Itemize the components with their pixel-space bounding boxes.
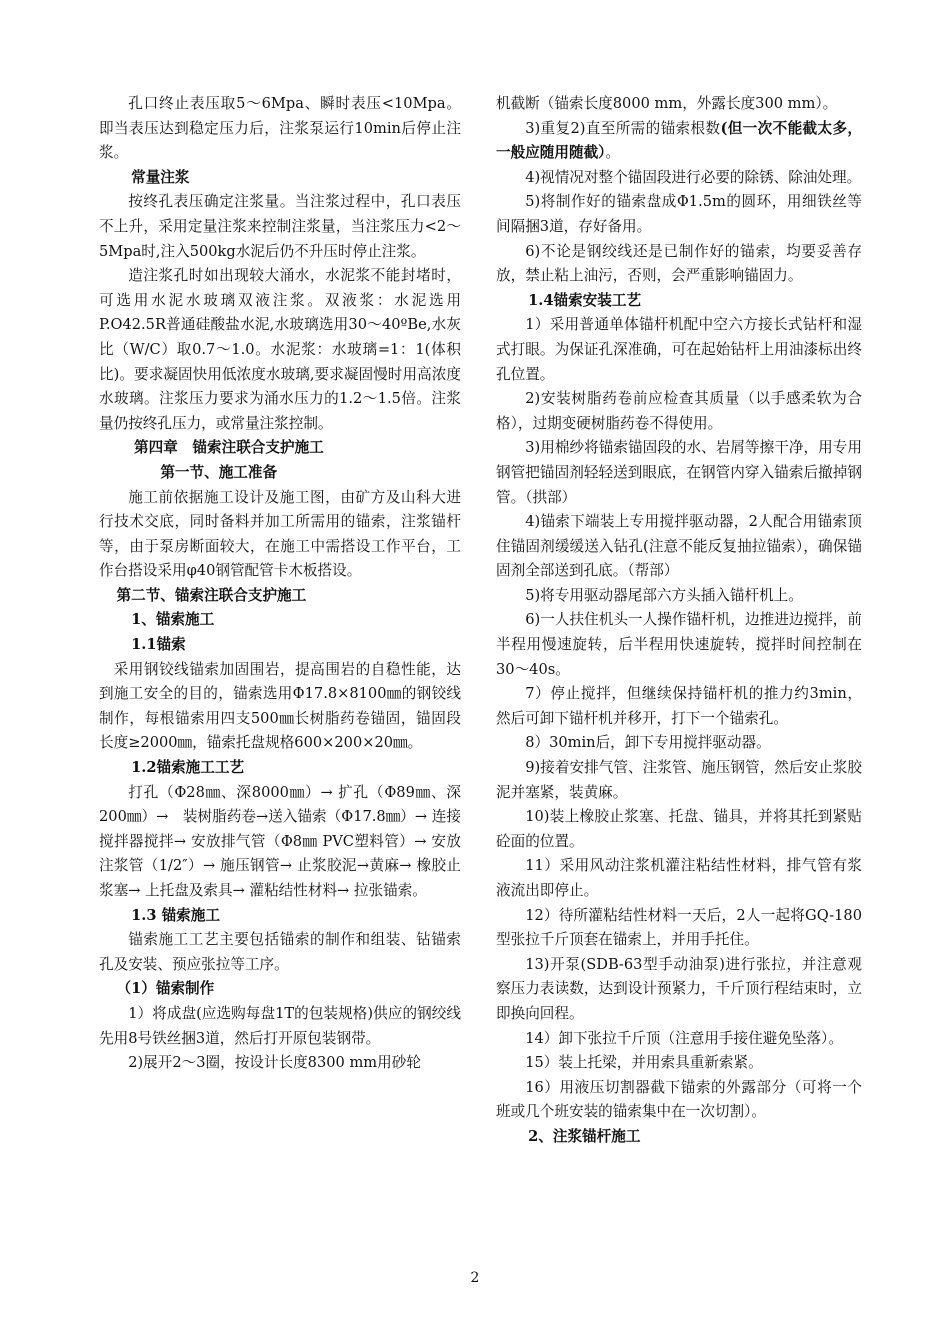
paragraph: 孔口终止表压取5～6Mpa、瞬时表压<10Mpa。即当表压达到稳定压力后，注浆泵运行10min后停止注浆。 xyxy=(99,95,461,162)
section-heading: （1）锚索制作 xyxy=(116,980,215,998)
paragraph: 6)不论是钢绞线还是已制作好的锚索，均要妥善存放，禁止粘上油污，否则，会严重影响锚固力。 xyxy=(496,242,862,285)
paragraph: 2)展开2～3圈，按设计长度8300 mm用砂轮 xyxy=(128,1054,421,1072)
paragraph: 2)安装树脂药卷前应检查其质量（以手感柔软为合格），过期变硬树脂药卷不得使用。 xyxy=(496,390,862,432)
paragraph: 1）采用普通单体锚杆机配中空六方接长式钻杆和湿式打眼。为保证孔深准确，可在起始钻杆上用油漆标出终孔位置。 xyxy=(496,316,862,383)
section-heading: 第二节、锚索注联合支护施工 xyxy=(116,586,307,604)
paragraph: 采用钢铰线锚索加固围岩，提高围岩的自稳性能，达到施工安全的目的，锚索选用Φ17.8×8100㎜的钢铰线制作，每根锚索用四支500㎜长树脂药卷锚固，锚固段长度≥2000㎜，锚索托盘规格600×200×20㎜。 xyxy=(99,660,461,752)
paragraph: 7）停止搅拌，但继续保持锚杆机的推力约3min，然后可卸下锚杆机并移开，打下一个锚索孔。 xyxy=(496,685,862,727)
page-number: 2 xyxy=(470,1270,480,1286)
paragraph-text: 3)重复2)直至所需的锚索根数 xyxy=(525,119,721,137)
paragraph: 6)一人扶住机头一人操作锚杆机，边推进边搅拌，前半程用慢速旋转，后半程用快速旋转，搅拌时间控制在30～40s。 xyxy=(496,611,862,678)
paragraph-tail: 。 xyxy=(605,144,621,162)
right-text-column xyxy=(496,92,862,1150)
section-heading: 1、锚索施工 xyxy=(131,611,215,629)
section-heading: 1.4锚索安装工艺 xyxy=(528,291,642,309)
paragraph: 11）采用风动注浆机灌注粘结性材料，排气管有浆液流出即停止。 xyxy=(496,857,862,899)
paragraph: 打孔（Φ28㎜、深8000㎜）→ 扩孔（Φ89㎜、深200㎜）→ 装树脂药卷→送入锚索（Φ17.8㎜）→ 连接搅拌器搅拌→ 安放排气管（Φ8㎜ PVC塑料管）→ 安放注浆管（1/2″）→ 施压钢管→ 止浆胶泥→黄麻→ 橡胶止浆塞→ 上托盘及索具→ 灌粘结性材料→ 拉张锚索。 xyxy=(99,783,461,899)
paragraph xyxy=(496,117,862,166)
section-heading: 常量注浆 xyxy=(131,168,190,186)
emphasis-text: (但一次不能截太多，一般应随用随截） xyxy=(496,119,863,162)
section-heading: 2、注浆锚杆施工 xyxy=(528,1127,641,1145)
paragraph: 5)将制作好的锚索盘成Φ1.5m的圆环，用细铁丝等间隔捆3道，存好备用。 xyxy=(496,193,862,235)
paragraph: 14）卸下张拉千斤顶（注意用手接住避免坠落）。 xyxy=(525,1029,843,1047)
section-heading: 1.3 锚索施工 xyxy=(131,906,220,924)
chapter-title: 第四章 锚索注联合支护施工 xyxy=(134,439,324,457)
paragraph: 按终孔表压确定注浆量。当注浆过程中，孔口表压不上升，采用定量注浆来控制注浆量，当注浆压力<2～5Mpa时,注入500kg水泥后仍不升压时停止注浆。 xyxy=(99,193,461,260)
paragraph: 4)视情况对整个锚固段进行必要的除锈、除油处理。 xyxy=(525,168,862,186)
paragraph: 机截断（锚索长度8000 mm，外露长度300 mm）。 xyxy=(496,95,838,112)
paragraph: 5)将专用驱动器尾部六方头插入锚杆机上。 xyxy=(525,586,803,604)
paragraph: 13)开泵(SDB-63型手动油泵)进行张拉，并注意观察压力表读数，达到设计预紧力，千斤顶行程结束时，立即换向回程。 xyxy=(496,955,862,1022)
paragraph: 4)锚索下端装上专用搅拌驱动器，2人配合用锚索顶住锚固剂缓缓送入钻孔(注意不能反复抽拉锚索），确保锚固剂全部送到孔底。（帮部） xyxy=(496,513,862,580)
left-text-column xyxy=(99,92,461,1076)
paragraph: 16）用液压切割器截下锚索的外露部分（可将一个班或几个班安装的锚索集中在一次切割）。 xyxy=(496,1078,862,1121)
section-heading: 1.2锚索施工工艺 xyxy=(131,759,245,777)
paragraph: 15）装上托梁，并用索具重新索紧。 xyxy=(525,1054,763,1072)
paragraph: 1）将成盘(应选购每盘1T的包装规格)供应的钢绞线先用8号铁丝捆3道，然后打开原包装钢带。 xyxy=(99,1004,461,1047)
paragraph: 9)接着安排气管、注浆管、施压钢管，然后安止浆胶泥并塞紧，装黄麻。 xyxy=(496,759,862,801)
paragraph: 12）待所灌粘结性材料一天后，2人一起将GQ-180型张拉千斤顶套在锚索上，并用手托住。 xyxy=(496,906,862,949)
paragraph: 3)用棉纱将锚索锚固段的水、岩屑等擦干净，用专用钢管把锚固剂轻轻送到眼底，在钢管内穿入锚索后撤掉钢管。（拱部） xyxy=(496,439,862,506)
paragraph: 造注浆孔时如出现较大涌水，水泥浆不能封堵时，可选用水泥水玻璃双液注浆。双液浆：水泥选用P.O42.5R普通硅酸盐水泥,水玻璃选用30～40ºBe,水灰比（W/C）取0.7～1.0。水泥浆：水玻璃=1：1(体积比)。要求凝固快用低浓度水玻璃,要求凝固慢时用高浓度水玻璃。注浆压力要求为涌水压力的1.2～1.5倍。注浆量仍按终孔压力，或常量注浆控制。 xyxy=(99,267,461,432)
paragraph: 10)装上橡胶止浆塞、托盘、锚具，并将其托到紧贴砼面的位置。 xyxy=(496,808,862,850)
section-heading: 1.1锚索 xyxy=(131,636,186,654)
paragraph: 锚索施工工艺主要包括锚索的制作和组装、钻锚索孔及安装、预应张拉等工序。 xyxy=(99,931,461,973)
section-title: 第一节、施工准备 xyxy=(160,463,278,481)
paragraph: 施工前依据施工设计及施工图，由矿方及山科大进行技术交底，同时备料并加工所需用的锚索，注浆锚杆等，由于泵房断面较大，在施工中需搭设工作平台，工作台搭设采用φ40钢管配管卡木板搭设。 xyxy=(99,488,461,580)
paragraph: 8）30min后，卸下专用搅拌驱动器。 xyxy=(525,734,771,752)
